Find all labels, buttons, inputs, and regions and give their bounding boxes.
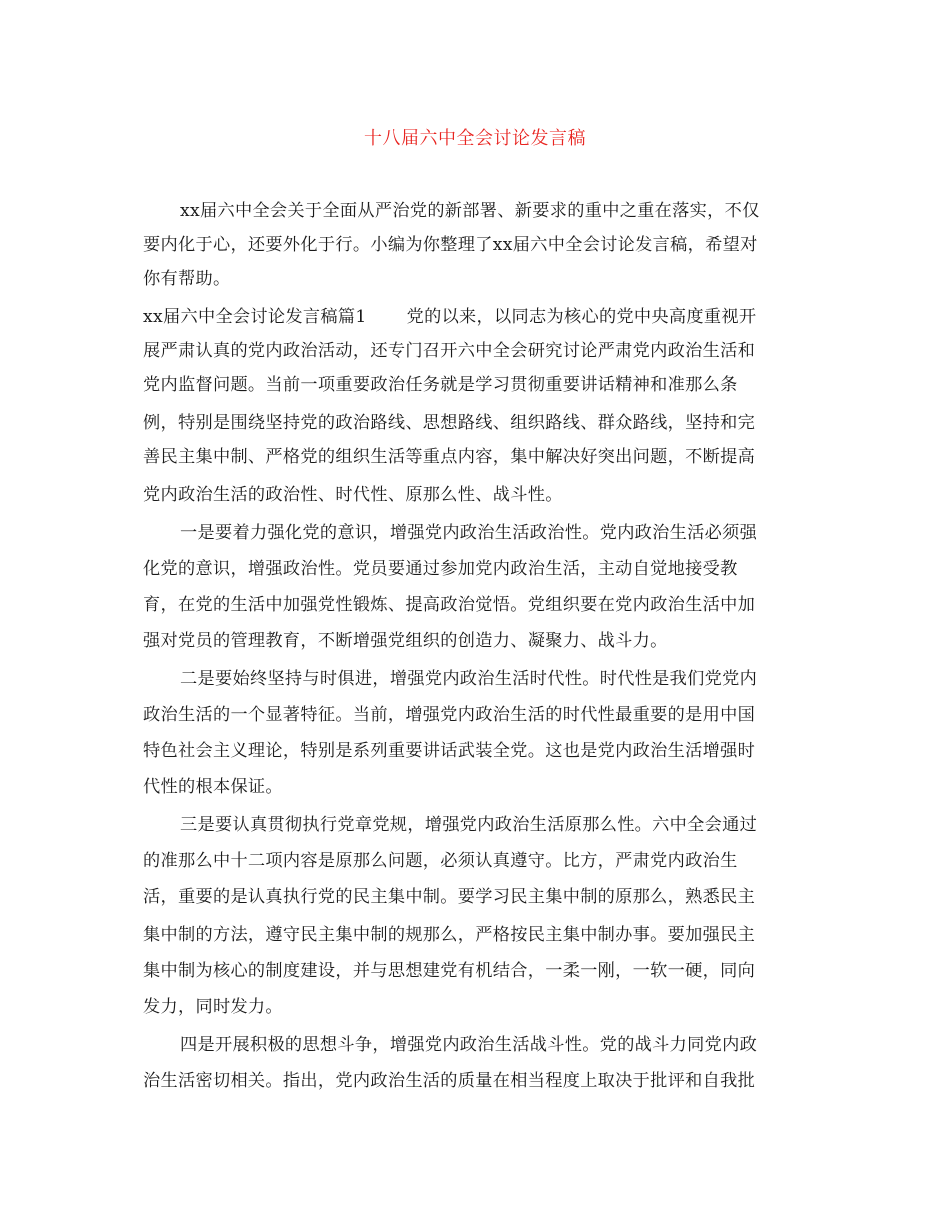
- section-heading: xx届六中全会讨论发言稿篇1: [143, 307, 367, 327]
- paragraph-text: 党的以来，以同志为核心的党中央高度重视开: [406, 307, 757, 327]
- paragraph-line: 二是要始终坚持与时俱进，增强党内政治生活时代性。时代性是我们党党内: [180, 669, 758, 689]
- paragraph-line: 的准那么中十二项内容是原那么问题，必须认真遵守。比方，严肃党内政治生: [143, 851, 738, 871]
- paragraph-line: 活，重要的是认真执行党的民主集中制。要学习民主集中制的原那么，熟悉民主: [143, 887, 756, 907]
- paragraph-line: 特色社会主义理论，特别是系列重要讲话武装全党。这也是党内政治生活增强时: [143, 741, 756, 761]
- paragraph-line: 要内化于心，还要外化于行。小编为你整理了xx届六中全会讨论发言稿，希望对: [143, 235, 758, 255]
- paragraph-line: 三是要认真贯彻执行党章党规，增强党内政治生活原那么性。六中全会通过: [180, 815, 758, 835]
- paragraph-line: 展严肃认真的党内政治活动，还专门召开六中全会研究讨论严肃党内政治生活和: [143, 341, 756, 361]
- paragraph-line: 例，特别是围绕坚持党的政治路线、思想路线、组织路线、群众路线，坚持和完: [143, 413, 756, 433]
- document-title: 十八届六中全会讨论发言稿: [364, 128, 586, 149]
- paragraph-line: 发力，同时发力。: [143, 997, 283, 1017]
- paragraph-line: 代性的根本保证。: [143, 777, 283, 797]
- paragraph-line: 化党的意识，增强政治性。党员要通过参加党内政治生活，主动自觉地接受教: [143, 559, 738, 579]
- paragraph-line: 善民主集中制、严格党的组织生活等重点内容，集中解决好突出问题，不断提高: [143, 447, 756, 467]
- paragraph-line: 你有帮助。: [143, 269, 231, 289]
- paragraph-line: 集中制为核心的制度建设，并与思想建党有机结合，一柔一刚，一软一硬，同向: [143, 961, 756, 981]
- paragraph-line: 党内监督问题。当前一项重要政治任务就是学习贯彻重要讲话精神和准那么条: [143, 375, 738, 395]
- paragraph-line: 党内政治生活的政治性、时代性、原那么性、战斗性。: [143, 485, 563, 505]
- paragraph-line: 一是要着力强化党的意识，增强党内政治生活政治性。党内政治生活必须强: [180, 523, 758, 543]
- paragraph-line: 四是开展积极的思想斗争，增强党内政治生活战斗性。党的战斗力同党内政: [180, 1035, 758, 1055]
- paragraph-line: xx届六中全会关于全面从严治党的新部署、新要求的重中之重在落实，不仅: [180, 201, 760, 221]
- paragraph-line: 集中制的方法，遵守民主集中制的规那么，严格按民主集中制办事。要加强民主: [143, 925, 756, 945]
- paragraph-line: 政治生活的一个显著特征。当前，增强党内政治生活的时代性最重要的是用中国: [143, 705, 756, 725]
- paragraph-line: 强对党员的管理教育，不断增强党组织的创造力、凝聚力、战斗力。: [143, 631, 668, 651]
- section-heading-line: [143, 306, 756, 328]
- paragraph-line: 育，在党的生活中加强党性锻炼、提高政治觉悟。党组织要在党内政治生活中加: [143, 595, 756, 615]
- paragraph-line: 治生活密切相关。指出，党内政治生活的质量在相当程度上取决于批评和自我批: [143, 1071, 756, 1091]
